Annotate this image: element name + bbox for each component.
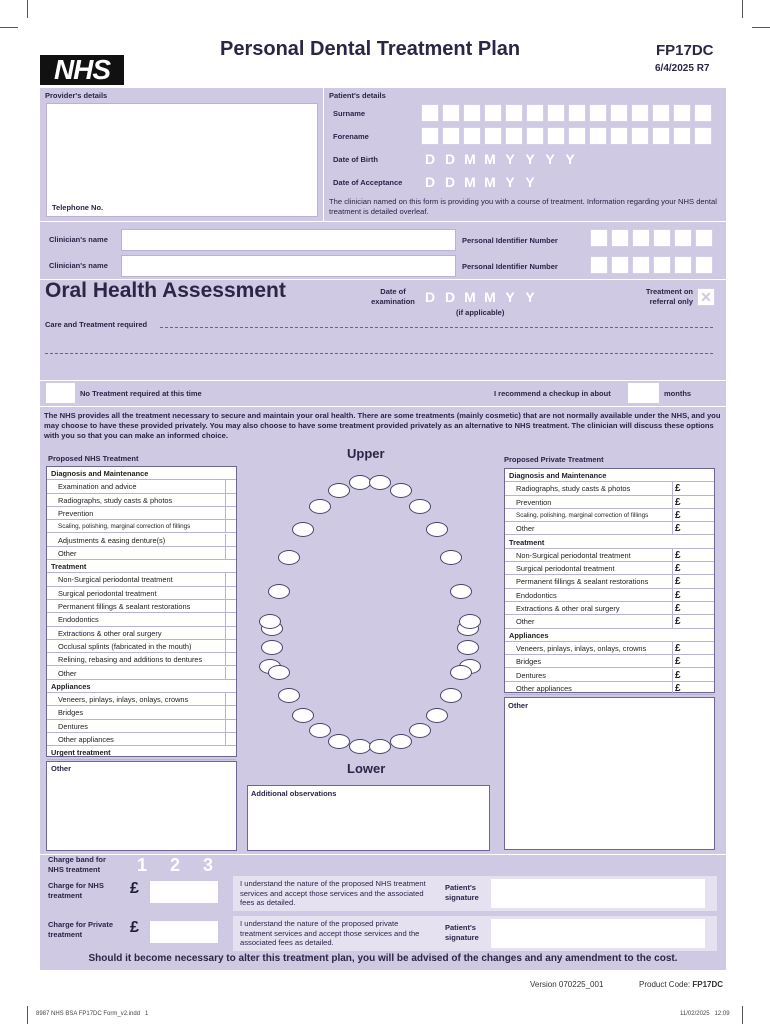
upper-tooth[interactable] bbox=[390, 483, 412, 498]
input-cell[interactable] bbox=[589, 104, 607, 122]
pound-sign: £ bbox=[130, 919, 139, 936]
lower-tooth[interactable] bbox=[259, 614, 281, 629]
treatment-label: Diagnosis and Maintenance bbox=[51, 469, 149, 478]
price-field[interactable]: £ bbox=[672, 669, 714, 682]
input-cell[interactable] bbox=[694, 127, 712, 145]
input-cell[interactable] bbox=[674, 229, 692, 247]
price-field[interactable]: £ bbox=[672, 496, 714, 509]
treatment-row[interactable] bbox=[505, 482, 714, 495]
tick-box[interactable] bbox=[225, 534, 236, 547]
page-title: Personal Dental Treatment Plan bbox=[220, 38, 521, 60]
list-section-header bbox=[505, 536, 714, 549]
treatment-label: Other bbox=[58, 548, 77, 558]
input-cell[interactable] bbox=[547, 104, 565, 122]
input-cell[interactable] bbox=[631, 127, 649, 145]
price-field[interactable]: £ bbox=[672, 682, 714, 695]
pin-label: Personal Identifier Number bbox=[462, 262, 558, 271]
treatment-label: Other bbox=[516, 524, 535, 534]
lower-tooth[interactable] bbox=[426, 708, 448, 723]
treatment-row[interactable] bbox=[47, 534, 236, 547]
clinician-name-field-1[interactable] bbox=[121, 229, 456, 251]
private-other-field[interactable] bbox=[504, 697, 715, 850]
input-cell[interactable] bbox=[611, 229, 629, 247]
treatment-row[interactable] bbox=[47, 733, 236, 746]
forename-label: Forename bbox=[333, 132, 369, 141]
date-mask-letter: M bbox=[464, 289, 476, 305]
treatment-label: Examination and advice bbox=[58, 482, 137, 492]
list-section-header bbox=[505, 629, 714, 642]
crop-mark bbox=[742, 1006, 743, 1024]
lower-label: Lower bbox=[347, 761, 386, 776]
no-treatment-label: No Treatment required at this time bbox=[80, 389, 202, 398]
tick-box[interactable] bbox=[225, 720, 236, 733]
telephone-label: Telephone No. bbox=[52, 203, 104, 212]
treatment-label: Treatment bbox=[51, 562, 87, 572]
version: Version 070225_001 bbox=[530, 980, 604, 989]
signature-label: Patient's signature bbox=[445, 923, 479, 942]
clinician-name-label: Clinician's name bbox=[49, 261, 108, 270]
tick-box[interactable] bbox=[225, 547, 236, 560]
tick-box[interactable] bbox=[225, 494, 236, 507]
treatment-row[interactable] bbox=[505, 655, 714, 668]
treatment-label: Permanent fillings & sealant restorations bbox=[516, 577, 649, 587]
date-mask-letter: Y bbox=[525, 174, 535, 190]
private-charge-label: Charge for Private treatment bbox=[48, 920, 114, 939]
date-mask-letter: M bbox=[464, 151, 476, 167]
dob-label: Date of Birth bbox=[333, 155, 378, 164]
product-code-value: FP17DC bbox=[692, 980, 724, 989]
treatment-label: Relining, rebasing and additions to dentures bbox=[58, 655, 203, 665]
date-mask-letter: M bbox=[484, 174, 496, 190]
treatment-label: Treatment bbox=[509, 537, 545, 547]
no-treatment-checkbox[interactable] bbox=[46, 383, 75, 403]
tick-box[interactable] bbox=[225, 653, 236, 666]
treatment-row[interactable] bbox=[47, 547, 236, 560]
tick-box[interactable] bbox=[225, 693, 236, 706]
patient-label: Patient's details bbox=[329, 91, 386, 100]
lower-tooth[interactable] bbox=[292, 708, 314, 723]
nhs-charge-label: Charge for NHS treatment bbox=[48, 881, 104, 900]
price-field[interactable]: £ bbox=[672, 589, 714, 602]
price-field[interactable]: £ bbox=[672, 642, 714, 655]
divider bbox=[40, 380, 726, 381]
months-label: months bbox=[664, 389, 692, 398]
input-cell[interactable] bbox=[568, 127, 586, 145]
nhs-logo: NHS bbox=[40, 55, 124, 85]
upper-tooth[interactable] bbox=[426, 522, 448, 537]
care-line-1[interactable] bbox=[160, 327, 713, 328]
surname-label: Surname bbox=[333, 109, 366, 118]
crop-mark bbox=[742, 0, 743, 18]
lower-tooth[interactable] bbox=[278, 688, 300, 703]
tick-box[interactable] bbox=[225, 573, 236, 586]
input-cell[interactable] bbox=[547, 127, 565, 145]
nhs-list-title: Proposed NHS Treatment bbox=[48, 454, 139, 463]
upper-tooth[interactable] bbox=[292, 522, 314, 537]
price-field[interactable]: £ bbox=[672, 549, 714, 562]
tick-box[interactable] bbox=[225, 733, 236, 746]
treatment-label: Radiographs, study casts & photos bbox=[516, 484, 631, 494]
date-mask-letter: Y bbox=[505, 174, 515, 190]
input-cell[interactable] bbox=[505, 104, 523, 122]
treatment-row[interactable] bbox=[505, 602, 714, 615]
input-cell[interactable] bbox=[463, 127, 481, 145]
treatment-row[interactable] bbox=[505, 589, 714, 602]
patient-notice: The clinician named on this form is providing you with a course of treatment. Information regarding your NHS dental treatment is detailed overleaf. bbox=[329, 197, 717, 216]
date-mask-letter: D bbox=[444, 289, 456, 305]
treatment-row[interactable] bbox=[47, 480, 236, 493]
section-title: Oral Health Assessment bbox=[45, 279, 286, 302]
private-consent-text: I understand the nature of the proposed private treatment services and accept those services and the associated fees as detailed. bbox=[240, 919, 420, 947]
referral-checkbox[interactable]: ✕ bbox=[697, 288, 715, 306]
lower-tooth[interactable] bbox=[459, 614, 481, 629]
amendment-notice: Should it become necessary to alter this treatment plan, you will be advised of the changes and any amendment to the cost. bbox=[88, 953, 678, 964]
input-cell[interactable] bbox=[610, 127, 628, 145]
input-cell[interactable] bbox=[590, 229, 608, 247]
treatment-label: Adjustments & easing denture(s) bbox=[58, 535, 166, 545]
treatment-label: Other bbox=[516, 617, 535, 627]
price-field[interactable]: £ bbox=[672, 482, 714, 495]
private-charge-field[interactable] bbox=[150, 921, 218, 943]
date-mask-letter: Y bbox=[525, 289, 535, 305]
input-cell[interactable] bbox=[463, 104, 481, 122]
treatment-row[interactable] bbox=[47, 667, 236, 680]
lower-tooth[interactable] bbox=[328, 734, 350, 749]
treatment-label: Bridges bbox=[516, 657, 542, 667]
upper-tooth[interactable] bbox=[309, 499, 331, 514]
input-cell[interactable] bbox=[526, 104, 544, 122]
date-mask-letter: D bbox=[444, 174, 456, 190]
input-cell[interactable] bbox=[631, 104, 649, 122]
input-cell[interactable] bbox=[526, 127, 544, 145]
tick-box[interactable] bbox=[225, 613, 236, 626]
treatment-row[interactable] bbox=[47, 693, 236, 706]
input-cell[interactable] bbox=[484, 104, 502, 122]
treatment-label: Scaling, polishing, marginal correction of fillings bbox=[516, 511, 649, 519]
list-section-header bbox=[47, 467, 236, 480]
upper-tooth[interactable] bbox=[268, 584, 290, 599]
treatment-label: Appliances bbox=[509, 630, 549, 640]
treatment-row[interactable] bbox=[505, 575, 714, 588]
treatment-row[interactable] bbox=[47, 587, 236, 600]
list-section-header bbox=[47, 680, 236, 693]
lower-tooth[interactable] bbox=[268, 665, 290, 680]
charge-band-2[interactable]: 2 bbox=[169, 855, 180, 875]
input-cell[interactable] bbox=[484, 127, 502, 145]
lower-tooth[interactable] bbox=[440, 688, 462, 703]
input-cell[interactable] bbox=[589, 127, 607, 145]
treatment-label: Dentures bbox=[516, 670, 546, 680]
treatment-row[interactable] bbox=[47, 653, 236, 666]
crop-mark bbox=[27, 1006, 28, 1024]
checkup-months-field[interactable] bbox=[628, 383, 659, 403]
lower-tooth[interactable] bbox=[390, 734, 412, 749]
treatment-row[interactable] bbox=[505, 509, 714, 522]
list-section-header bbox=[47, 560, 236, 573]
treatment-label: Radiographs, study casts & photos bbox=[58, 495, 173, 505]
pound-sign: £ bbox=[130, 880, 139, 897]
date-mask-letter: M bbox=[484, 289, 496, 305]
treatment-row[interactable] bbox=[505, 562, 714, 575]
pin-label: Personal Identifier Number bbox=[462, 236, 558, 245]
tick-box[interactable] bbox=[225, 520, 236, 533]
clinician-name-field-2[interactable] bbox=[121, 255, 456, 277]
date-mask-letter: Y bbox=[565, 151, 575, 167]
crop-mark bbox=[0, 27, 18, 28]
input-cell[interactable] bbox=[695, 229, 713, 247]
input-cell[interactable] bbox=[442, 127, 460, 145]
provider-details-field[interactable] bbox=[46, 103, 318, 217]
treatment-label: Diagnosis and Maintenance bbox=[509, 471, 607, 480]
input-cell[interactable] bbox=[505, 127, 523, 145]
treatment-label: Extractions & other oral surgery bbox=[516, 604, 620, 613]
input-cell[interactable] bbox=[421, 127, 439, 145]
print-file: 8987 NHS BSA FP17DC Form_v2.indd 1 bbox=[36, 1011, 149, 1017]
treatment-label: Permanent fillings & sealant restorations bbox=[58, 602, 191, 611]
date-mask-letter: D bbox=[424, 289, 436, 305]
treatment-row[interactable] bbox=[505, 522, 714, 535]
input-cell[interactable] bbox=[674, 256, 692, 274]
if-applicable-label: (if applicable) bbox=[456, 308, 505, 317]
tick-box[interactable] bbox=[225, 640, 236, 653]
observations-label: Additional observations bbox=[251, 789, 337, 798]
provider-label: Provider's details bbox=[45, 91, 108, 100]
treatment-label: Veneers, pinlays, inlays, onlays, crowns bbox=[58, 695, 189, 705]
date-mask-letter: M bbox=[464, 174, 476, 190]
form-date: 6/4/2025 R7 bbox=[655, 63, 710, 74]
nhs-consent-text: I understand the nature of the proposed NHS treatment services and accept those services and the associated fees as detailed. bbox=[240, 879, 426, 907]
lower-tooth[interactable] bbox=[409, 723, 431, 738]
date-mask-letter: D bbox=[424, 174, 436, 190]
input-cell[interactable] bbox=[673, 104, 691, 122]
treatment-label: Surgical periodontal treatment bbox=[58, 588, 157, 598]
charge-band-3[interactable]: 3 bbox=[202, 855, 213, 875]
divider bbox=[323, 88, 324, 221]
input-cell[interactable] bbox=[632, 229, 650, 247]
tick-box[interactable] bbox=[225, 627, 236, 640]
treatment-row[interactable] bbox=[47, 613, 236, 626]
date-mask-letter: Y bbox=[545, 151, 555, 167]
treatment-label: Other bbox=[58, 668, 77, 678]
date-mask-letter: Y bbox=[505, 289, 515, 305]
treatment-label: Extractions & other oral surgery bbox=[58, 628, 162, 638]
care-line-2[interactable] bbox=[45, 353, 713, 354]
treatment-label: Scaling, polishing, marginal correction of fillings bbox=[58, 523, 191, 531]
date-mask-letter: Y bbox=[525, 151, 535, 167]
input-cell[interactable] bbox=[652, 104, 670, 122]
input-cell[interactable] bbox=[694, 104, 712, 122]
date-mask-letter: M bbox=[484, 151, 496, 167]
treatment-label: Bridges bbox=[58, 708, 84, 718]
private-list-title: Proposed Private Treatment bbox=[504, 455, 604, 464]
treatment-label: Occlusal splints (fabricated in the mouth) bbox=[58, 641, 192, 651]
nhs-charge-field[interactable] bbox=[150, 881, 218, 903]
form-code: FP17DC bbox=[656, 42, 714, 59]
nhs-other-label: Other bbox=[51, 764, 72, 773]
treatment-row[interactable] bbox=[47, 706, 236, 719]
tick-box[interactable] bbox=[225, 600, 236, 613]
input-cell[interactable] bbox=[442, 104, 460, 122]
treatment-row[interactable] bbox=[47, 600, 236, 613]
input-cell[interactable] bbox=[590, 256, 608, 274]
input-cell[interactable] bbox=[568, 104, 586, 122]
list-section-header bbox=[47, 746, 236, 759]
price-field[interactable]: £ bbox=[672, 562, 714, 575]
treatment-row[interactable] bbox=[47, 507, 236, 520]
treatment-label: Prevention bbox=[516, 497, 552, 507]
treatment-row[interactable] bbox=[505, 615, 714, 628]
price-field[interactable]: £ bbox=[672, 615, 714, 628]
treatment-row[interactable] bbox=[505, 549, 714, 562]
clinician-name-label: Clinician's name bbox=[49, 235, 108, 244]
upper-tooth[interactable] bbox=[349, 475, 371, 490]
treatment-label: Dentures bbox=[58, 721, 88, 731]
date-mask-letter: D bbox=[444, 151, 456, 167]
treatment-label: Endodontics bbox=[516, 590, 557, 600]
price-field[interactable]: £ bbox=[672, 602, 714, 615]
lower-tooth[interactable] bbox=[309, 723, 331, 738]
input-cell[interactable] bbox=[695, 256, 713, 274]
treatment-label: Other appliances bbox=[516, 683, 572, 693]
price-field[interactable]: £ bbox=[672, 575, 714, 588]
checkup-label: I recommend a checkup in about bbox=[494, 389, 611, 398]
treatment-label: Veneers, pinlays, inlays, onlays, crowns bbox=[516, 643, 647, 653]
price-field[interactable]: £ bbox=[672, 655, 714, 668]
referral-label: Treatment on referral only bbox=[645, 287, 693, 306]
divider bbox=[40, 406, 726, 407]
tick-box[interactable] bbox=[225, 587, 236, 600]
treatment-row[interactable] bbox=[47, 720, 236, 733]
input-cell[interactable] bbox=[611, 256, 629, 274]
nhs-info-text: The NHS provides all the treatment necessary to secure and maintain your oral health. There are some treatments (mainly cosmetic) that are not normally available under the NHS, and you may choose to have these provided privately. You may also choose to have some treatment provided privately as an alternative to NHS treatment. The clinician will discuss these options with you so that you can make an informed choice. bbox=[44, 411, 721, 440]
date-mask-letter: Y bbox=[505, 151, 515, 167]
divider bbox=[40, 221, 726, 222]
upper-label: Upper bbox=[347, 446, 385, 461]
date-exam-label: Date of examination bbox=[371, 287, 415, 306]
treatment-row[interactable] bbox=[47, 520, 236, 533]
treatment-label: Appliances bbox=[51, 681, 91, 691]
input-cell[interactable] bbox=[653, 229, 671, 247]
treatment-label: Endodontics bbox=[58, 615, 99, 625]
nhs-other-field[interactable] bbox=[46, 761, 237, 851]
treatment-label: Surgical periodontal treatment bbox=[516, 564, 615, 574]
private-signature-field[interactable] bbox=[491, 919, 705, 948]
input-cell[interactable] bbox=[421, 104, 439, 122]
treatment-row[interactable] bbox=[47, 627, 236, 640]
treatment-label: Non-Surgical periodontal treatment bbox=[58, 575, 173, 585]
nhs-treatment-list bbox=[46, 466, 237, 757]
signature-label: Patient's signature bbox=[445, 883, 479, 902]
charge-band-label: Charge band for NHS treatment bbox=[48, 855, 106, 874]
date-mask-letter: D bbox=[424, 151, 436, 167]
tick-box[interactable] bbox=[225, 480, 236, 493]
acceptance-label: Date of Acceptance bbox=[333, 178, 403, 187]
treatment-label: Prevention bbox=[58, 508, 94, 518]
treatment-label: Other appliances bbox=[58, 735, 114, 744]
input-cell[interactable] bbox=[652, 127, 670, 145]
treatment-row[interactable] bbox=[505, 669, 714, 682]
nhs-signature-field[interactable] bbox=[491, 879, 705, 908]
tick-box[interactable] bbox=[225, 667, 236, 680]
lower-tooth[interactable] bbox=[349, 739, 371, 754]
treatment-row[interactable] bbox=[505, 642, 714, 655]
input-cell[interactable] bbox=[610, 104, 628, 122]
price-field[interactable]: £ bbox=[672, 509, 714, 522]
product-code-label: Product Code: bbox=[639, 980, 691, 989]
input-cell[interactable] bbox=[632, 256, 650, 274]
tick-box[interactable] bbox=[225, 507, 236, 520]
upper-tooth[interactable] bbox=[409, 499, 431, 514]
lower-tooth[interactable] bbox=[457, 640, 479, 655]
crop-mark bbox=[27, 0, 28, 18]
treatment-label: Urgent treatment bbox=[51, 748, 111, 758]
private-other-label: Other bbox=[508, 701, 529, 710]
treatment-row[interactable] bbox=[505, 682, 714, 695]
product-code bbox=[639, 980, 723, 989]
input-cell[interactable] bbox=[673, 127, 691, 145]
price-field[interactable]: £ bbox=[672, 522, 714, 535]
treatment-row[interactable] bbox=[47, 494, 236, 507]
list-section-header bbox=[505, 469, 714, 482]
tick-box[interactable] bbox=[225, 706, 236, 719]
print-date: 11/02/2025 12:09 bbox=[680, 1011, 730, 1017]
treatment-row[interactable] bbox=[47, 573, 236, 586]
care-label: Care and Treatment required bbox=[45, 320, 148, 329]
treatment-row[interactable] bbox=[505, 496, 714, 509]
charge-band-1[interactable]: 1 bbox=[136, 855, 147, 875]
treatment-row[interactable] bbox=[47, 640, 236, 653]
treatment-label: Non-Surgical periodontal treatment bbox=[516, 550, 631, 560]
input-cell[interactable] bbox=[653, 256, 671, 274]
private-treatment-list bbox=[504, 468, 715, 693]
crop-mark bbox=[752, 27, 770, 28]
